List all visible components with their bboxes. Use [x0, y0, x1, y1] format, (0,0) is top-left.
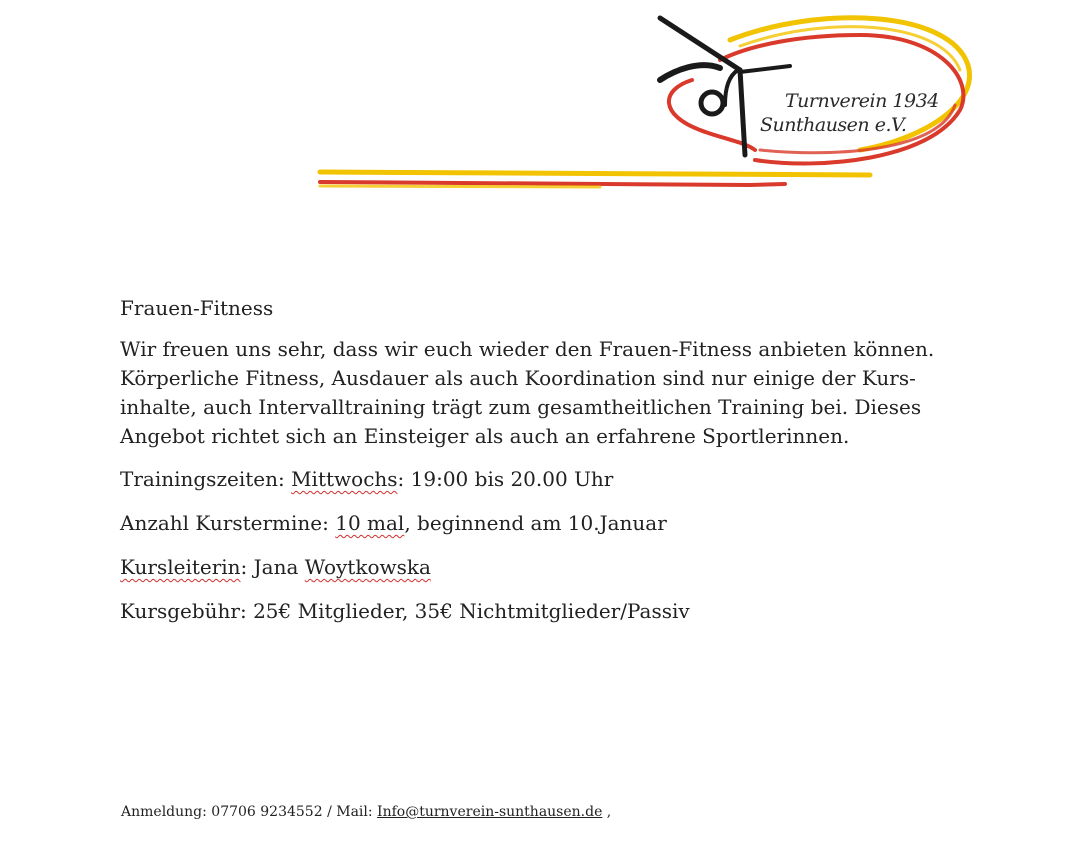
training-times [120, 464, 1020, 494]
instructor-first: : Jana [240, 555, 305, 579]
intro-line: Angebot richtet sich an Einsteiger als auch an erfahrene Sportlerinnen. [120, 424, 850, 448]
intro-line: Wir freuen uns sehr, dass wir euch wieder den Frauen-Fitness anbieten können. [120, 337, 935, 361]
document-title: Frauen-Fitness [120, 296, 274, 320]
email-link[interactable]: Info@turnverein-sunthausen.de [377, 804, 603, 820]
session-count-label: Anzahl Kurstermine: [120, 511, 336, 535]
footer-tail: , [602, 804, 612, 820]
registration-phone: Anmeldung: 07706 9234552 / Mail: [121, 804, 378, 820]
session-count [120, 508, 1020, 538]
club-logo [300, 10, 980, 200]
session-start: , beginnend am 10.Januar [404, 511, 667, 535]
course-fee: Kursgebühr: 25€ Mitglieder, 35€ Nichtmitglieder/Passiv [120, 599, 690, 623]
training-time: : 19:00 bis 20.00 Uhr [397, 467, 614, 491]
session-count-value: 10 mal [335, 511, 405, 535]
training-times-label: Trainingszeiten: [120, 467, 292, 491]
training-day: Mittwochs [291, 467, 398, 491]
registration-footer [121, 804, 611, 820]
intro-line: inhalte, auch Intervalltraining trägt zum gesamtheitlichen Training bei. Dieses [120, 395, 922, 419]
document-body [120, 293, 1020, 640]
logo-club-name: Turnverein 1934 [785, 90, 939, 112]
logo-club-location: Sunthausen e.V. [760, 114, 907, 136]
intro-line: Körperliche Fitness, Ausdauer als auch Koordination sind nur einige der Kurs- [120, 366, 916, 390]
instructor [120, 552, 1020, 582]
intro-paragraph [120, 335, 1020, 451]
instructor-label: Kursleiterin [120, 555, 241, 579]
instructor-name: Woytkowska [304, 555, 431, 579]
